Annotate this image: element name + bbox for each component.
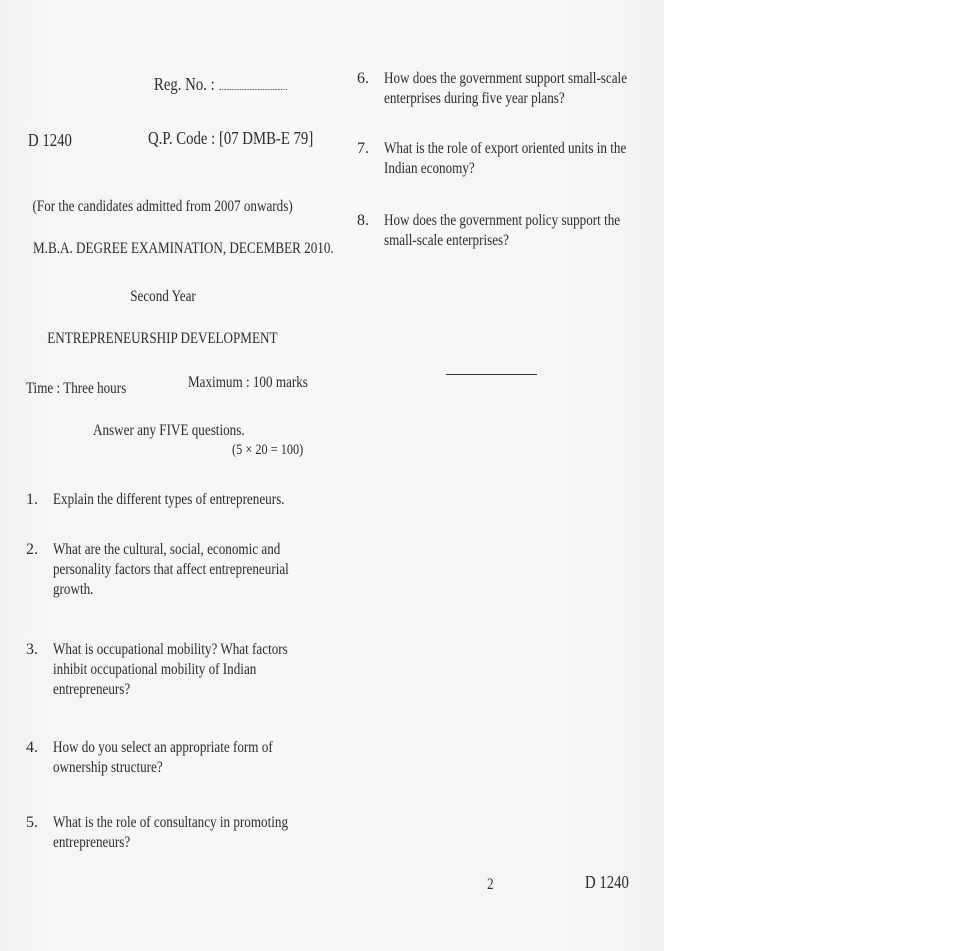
question-text: Explain the different types of entrepreneurs. — [53, 491, 285, 508]
marks-breakup: (5 × 20 = 100) — [232, 442, 304, 458]
end-rule — [446, 374, 537, 375]
question-number: 5. — [26, 814, 38, 831]
page-number: 2 — [487, 876, 494, 893]
question-text: What are the cultural, social, economic and — [53, 541, 281, 558]
question-number: 2. — [26, 541, 38, 558]
question-text: ownership structure? — [53, 759, 163, 776]
question-text: personality factors that affect entrepreneurial — [53, 561, 289, 578]
admission-note: (For the candidates admitted from 2007 onwards) — [32, 198, 293, 215]
question-text: small-scale enterprises? — [384, 232, 509, 249]
question-text: How do you select an appropriate form of — [53, 739, 273, 756]
qp-code: Q.P. Code : [07 DMB-E 79] — [148, 128, 314, 148]
footer-paper-code: D 1240 — [585, 872, 629, 892]
question-number: 6. — [357, 70, 369, 87]
question-number: 8. — [357, 212, 369, 229]
exam-time: Time : Three hours — [26, 380, 127, 397]
question-text: growth. — [53, 581, 94, 598]
reg-no-blank — [220, 88, 287, 90]
paper-code: D 1240 — [28, 130, 72, 150]
question-text: What is occupational mobility? What factors — [53, 641, 288, 658]
question-text: How does the government support small-scale — [384, 70, 628, 87]
question-text: What is the role of consultancy in promoting — [53, 814, 289, 831]
question-text: Indian economy? — [384, 160, 475, 177]
question-number: 4. — [26, 739, 38, 756]
question-number: 1. — [26, 491, 38, 508]
question-text: entrepreneurs? — [53, 681, 131, 698]
exam-year: Second Year — [129, 288, 196, 305]
max-marks: Maximum : 100 marks — [188, 374, 308, 391]
reg-no-field — [154, 74, 316, 95]
question-text: entrepreneurs? — [53, 834, 131, 851]
instruction: Answer any FIVE questions. — [93, 422, 245, 439]
question-text: How does the government policy support the — [384, 212, 621, 229]
subject-title: ENTREPRENEURSHIP DEVELOPMENT — [47, 330, 278, 347]
question-text: enterprises during five year plans? — [384, 90, 565, 107]
exam-name: M.B.A. DEGREE EXAMINATION, DECEMBER 2010. — [32, 240, 334, 257]
question-number: 7. — [357, 140, 369, 157]
reg-no-label: Reg. No. : — [154, 74, 215, 94]
question-text: What is the role of export oriented units in the — [384, 140, 627, 157]
question-text: inhibit occupational mobility of Indian — [53, 661, 257, 678]
question-number: 3. — [26, 641, 38, 658]
